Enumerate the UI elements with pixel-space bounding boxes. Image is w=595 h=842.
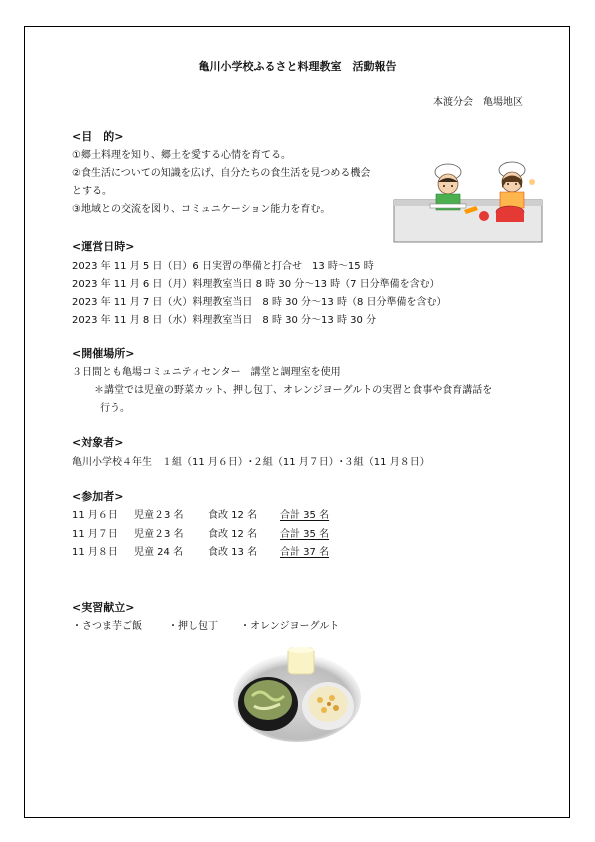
schedule-line-2: 2023 年 11 月 6 日（月）料理教室当日 8 時 30 分～13 時（7 日分準備を含む） — [72, 279, 440, 290]
menu-item: ・さつま芋ご飯 — [72, 621, 142, 632]
venue-line: ３日間とも亀場コミュニティセンター 講堂と調理室を使用 — [72, 367, 341, 378]
participants-kaizen: 食改 12 名 — [208, 510, 258, 521]
food-photo — [232, 646, 362, 742]
menu-heading: <実習献立> — [72, 601, 135, 614]
purpose-line-2: ②食生活についての知識を広げ、自分たちの食生活を見つめる機会 — [72, 168, 371, 179]
target-line: 亀川小学校４年生 １組（11 月６日）･２組（11 月７日）･３組（11 月８日） — [72, 457, 430, 468]
page-title: 亀川小学校ふるさと料理教室 活動報告 — [198, 60, 397, 73]
schedule-line-4: 2023 年 11 月 8 日（水）料理教室当日 8 時 30 分～13 時 30 分 — [72, 315, 377, 326]
participants-date: 11 月８日 — [72, 547, 118, 558]
organization-label: 本渡分会 亀場地区 — [433, 97, 523, 108]
menu-item: ・オレンジヨーグルト — [240, 621, 340, 632]
participants-children: 児童２3 名 — [134, 510, 184, 521]
schedule-heading: <運営日時> — [72, 240, 135, 253]
participants-kaizen: 食改 13 名 — [208, 547, 258, 558]
purpose-line-4: ③地域との交流を図り、コミュニケーション能力を育む。 — [72, 204, 331, 215]
venue-note-line-1: ＊講堂では児童の野菜カット、押し包丁、オレンジヨーグルトの実習と食事や食育講話を — [94, 385, 493, 396]
participants-total: 合計 35 名 — [280, 529, 330, 540]
participants-kaizen: 食改 12 名 — [208, 529, 258, 540]
participants-children: 児童 24 名 — [134, 547, 184, 558]
participants-total: 合計 37 名 — [280, 547, 330, 558]
menu-item: ・押し包丁 — [168, 621, 218, 632]
schedule-line-1: 2023 年 11 月 5 日（日）6 日実習の準備と打合せ 13 時～15 時 — [72, 261, 374, 272]
participants-total: 合計 35 名 — [280, 510, 330, 521]
purpose-line-1: ①郷土料理を知り、郷土を愛する心情を育てる。 — [72, 150, 291, 161]
purpose-heading: <目 的> — [72, 130, 124, 143]
participants-heading: <参加者> — [72, 490, 124, 503]
venue-heading: <開催場所> — [72, 347, 135, 360]
participants-date: 11 月６日 — [72, 510, 118, 521]
target-heading: <対象者> — [72, 436, 124, 449]
cooking-children-illustration — [392, 160, 544, 244]
purpose-line-3: とする。 — [72, 186, 112, 197]
participants-date: 11 月７日 — [72, 529, 118, 540]
venue-note-line-2: 行う。 — [100, 403, 130, 414]
participants-children: 児童２3 名 — [134, 529, 184, 540]
schedule-line-3: 2023 年 11 月 7 日（火）料理教室当日 8 時 30 分～13 時（8 日分準備を含む） — [72, 297, 447, 308]
